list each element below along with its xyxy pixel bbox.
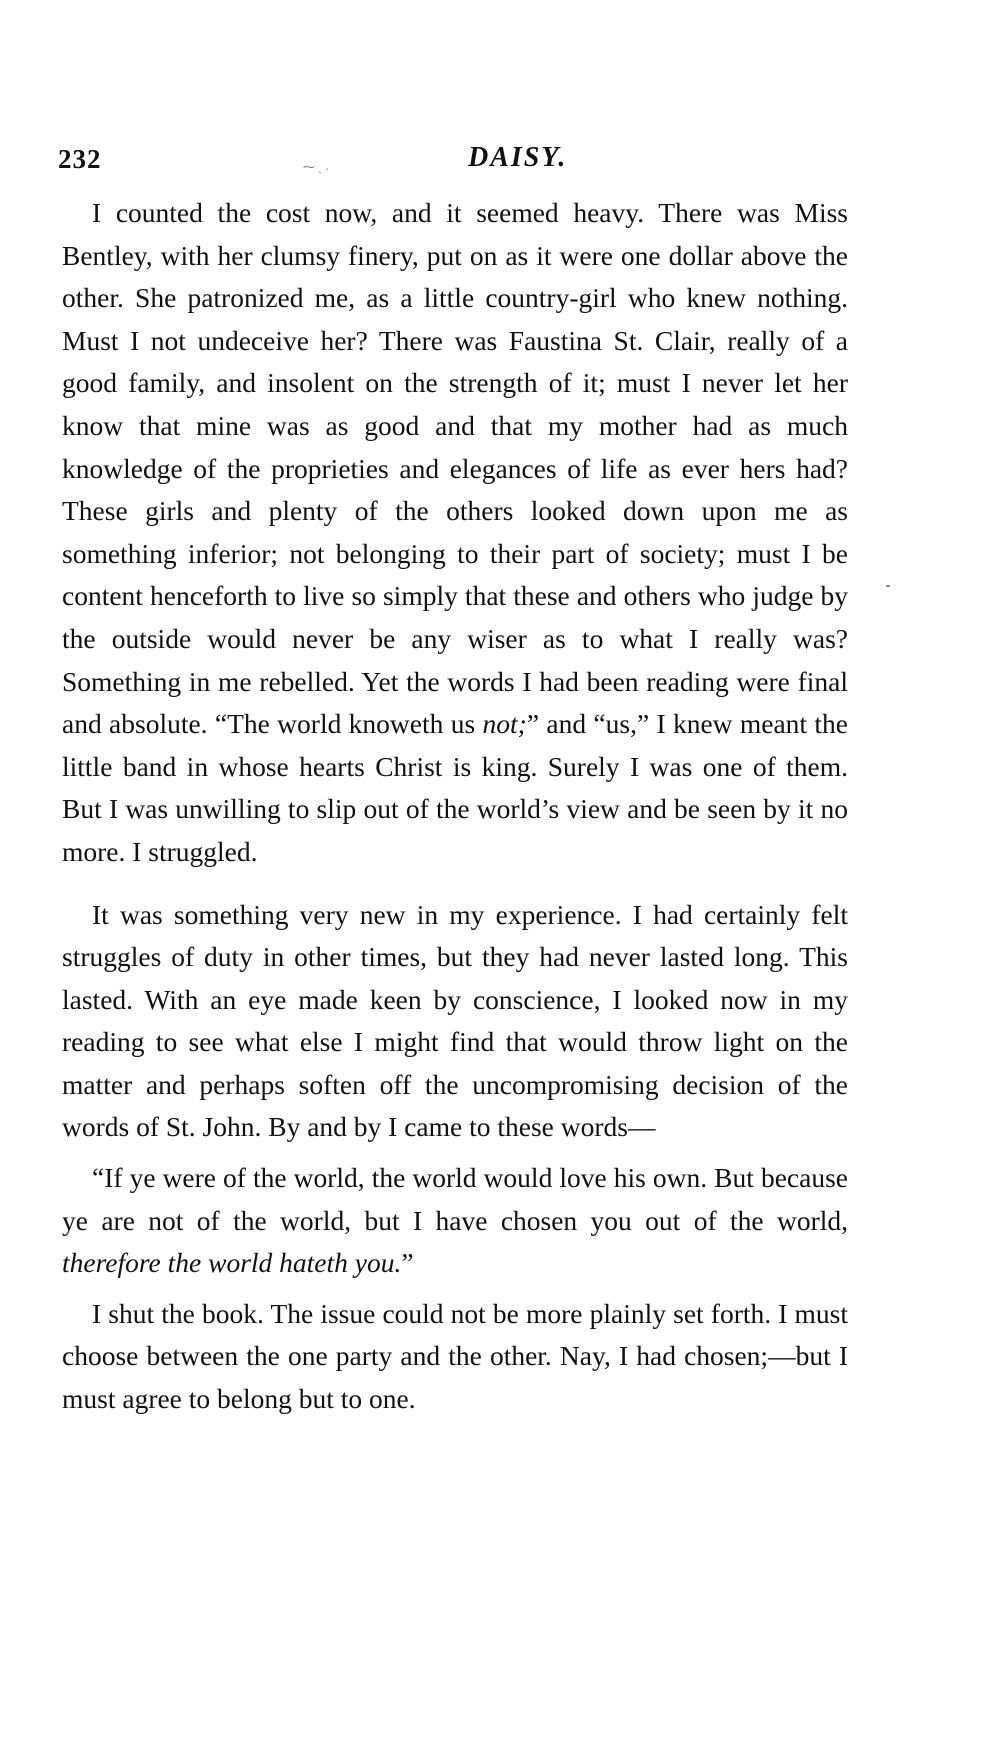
page-number: 232 [58,144,102,174]
italic-run: not; [482,708,527,740]
text-run: I shut the book. The issue could not be more plainly set forth. I must choose between the one party and the other. Nay, I had chosen;—but I must agree to belong but to one. [62,1297,848,1415]
text-run: I counted the cost now, and it seemed heavy. There was Miss Bentley, with her clumsy finery, put on as it were one dollar above the other. She patronized me, as a little country-girl who knew nothing. Must I not undeceive her? There was Faustina St. Clair, really of a good family, and insolent on the strength of it; must I never let her know that mine was as good and that my mother had as much knowledge of the proprieties and elegances of life as ever hers had? These girls and plenty of the others looked down upon me as something inferior; not belonging to their part of society; must I be content henceforth to live so simply that these and others who judge by the outside would never be any wiser as to what I really was? Something in me rebelled. Yet the words I had been reading were final and absolute. “The world knoweth us [62,197,848,740]
margin-mark [886,585,890,587]
text-run: ” and “us,” I knew meant the little band in whose hearts Christ is king. Surely I was one of them. But I was unwilling to slip out of the world’s view and be seen by it no more. I struggled. [62,708,848,867]
paragraph-2 [62,894,848,1150]
page-header [58,142,858,182]
running-title: DAISY. [468,142,568,173]
body-text [62,192,848,1421]
text-run: “If ye were of the world, the world would love his own. But because ye are not of the world, but I have chosen you out of the world, [62,1162,848,1236]
print-blemish: ⁓ ˏ ˒ [303,160,329,174]
paragraph-4 [62,1293,848,1421]
paragraph-1 [62,192,848,874]
scripture-quote [62,1157,848,1285]
text-run: It was something very new in my experience. I had certainly felt struggles of duty in other times, but they had never lasted long. This lasted. With an eye made keen by conscience, I looked now in my reading to see what else I might find that would throw light on the matter and perhaps soften off the uncompromising decision of the words of St. John. By and by I came to these words— [62,898,848,1143]
italic-run: therefore the world hateth you. [62,1247,402,1279]
text-run: ” [401,1247,414,1279]
